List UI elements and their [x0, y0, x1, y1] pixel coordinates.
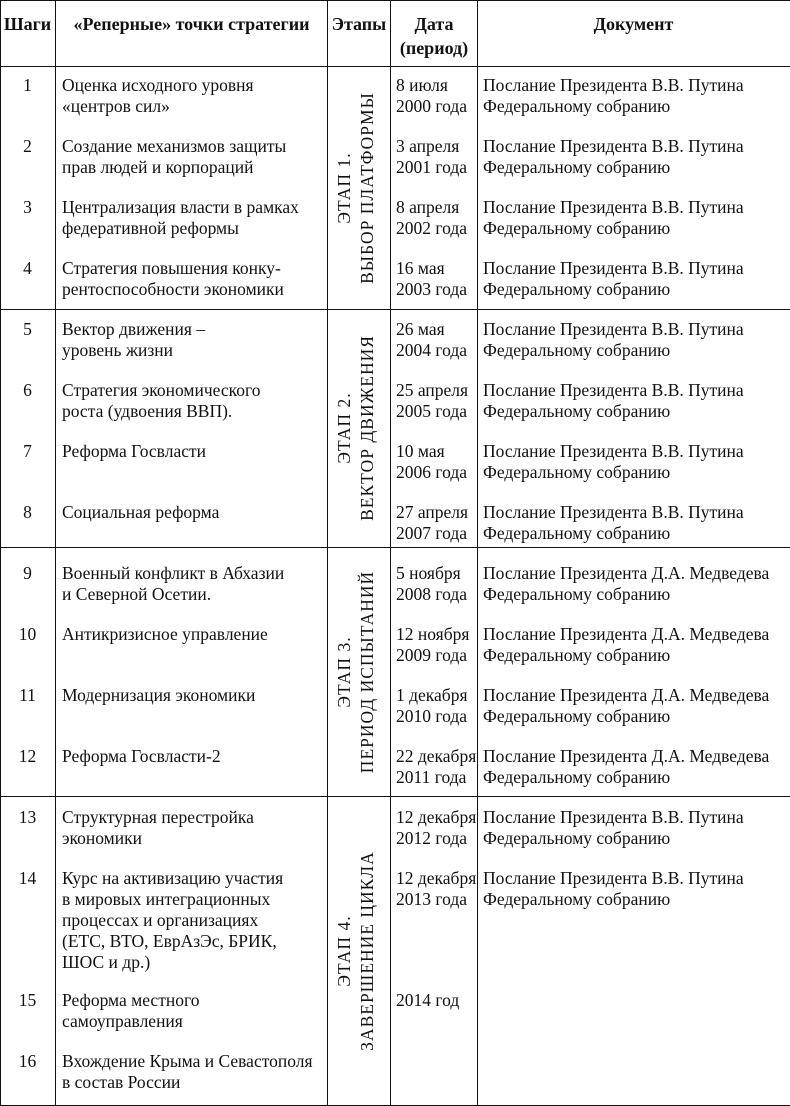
- step-description-line: Курс на активизацию участия: [62, 868, 284, 888]
- step-description: [62, 380, 260, 422]
- step-date-line: 2009 года: [396, 645, 468, 665]
- step-document-line: Послание Президента В.В. Путина: [483, 197, 744, 217]
- step-date-line: 25 апреля: [396, 380, 469, 400]
- step-date-line: 2006 года: [396, 462, 468, 482]
- step-document: [483, 136, 744, 178]
- step-document-line: Послание Президента В.В. Путина: [483, 502, 744, 522]
- step-date-line: 1 декабря: [396, 685, 468, 705]
- step-document-line: Федеральному собранию: [483, 828, 671, 848]
- step-number: 10: [18, 624, 37, 644]
- step-date: [396, 624, 469, 666]
- step-document: [483, 807, 744, 849]
- step-date: [396, 990, 459, 1011]
- step-description-line: в состав России: [62, 1072, 181, 1092]
- stage-border: [0, 547, 790, 548]
- step-document-line: Послание Президента В.В. Путина: [483, 136, 744, 156]
- stage-border: [0, 309, 790, 310]
- step-description: [62, 807, 254, 849]
- step-document: [483, 685, 769, 727]
- step-description-line: (ЕТС, ВТО, ЕврАзЭс, БРИК,: [62, 931, 277, 951]
- step-document: [483, 258, 744, 300]
- step-date-line: 2013 года: [396, 889, 468, 909]
- step-number: 2: [23, 136, 32, 156]
- step-description-line: Централизация власти в рамках: [62, 197, 299, 217]
- step-document-line: Послание Президента В.В. Путина: [483, 807, 744, 827]
- step-document: [483, 502, 744, 544]
- step-description: [62, 868, 283, 973]
- step-document-line: Послание Президента В.В. Путина: [483, 868, 744, 888]
- step-date: [396, 807, 476, 849]
- stage-subtitle: ВЕКТОР ДВИЖЕНИЯ: [357, 335, 377, 521]
- step-document-line: Федеральному собранию: [483, 889, 671, 909]
- step-description-line: Реформа местного: [62, 990, 200, 1010]
- step-description-line: Стратегия повышения конку-: [62, 258, 281, 278]
- header-points: «Реперные» точки стратегии: [73, 14, 310, 34]
- step-date-line: 2005 года: [396, 401, 468, 421]
- step-date: [396, 258, 467, 300]
- step-description: [62, 746, 221, 767]
- step-date-line: 22 декабря: [396, 746, 477, 766]
- step-date: [396, 441, 467, 483]
- step-description-line: процессах и организациях: [62, 910, 259, 930]
- step-description: [62, 685, 255, 706]
- step-document: [483, 868, 744, 910]
- step-date: [396, 685, 468, 727]
- step-date-line: 2014 год: [396, 990, 460, 1010]
- step-description-line: в мировых интеграционных: [62, 889, 271, 909]
- step-description: [62, 258, 284, 300]
- step-number: 5: [23, 319, 32, 339]
- step-date: [396, 319, 467, 361]
- step-description: [62, 75, 254, 117]
- step-description: [62, 136, 286, 178]
- step-number: 9: [23, 563, 32, 583]
- step-date-line: 27 апреля: [396, 502, 469, 522]
- step-number: 1: [23, 75, 32, 95]
- step-date-line: 2007 года: [396, 523, 468, 543]
- step-date-line: 2008 года: [396, 584, 468, 604]
- step-document-line: Федеральному собранию: [483, 96, 671, 116]
- header-document: Документ: [593, 14, 674, 34]
- step-number: 15: [18, 990, 37, 1010]
- step-description-line: рентоспособности экономики: [62, 279, 284, 299]
- step-date-line: 12 декабря: [396, 868, 477, 888]
- stage-title: ЭТАП 3.: [334, 636, 354, 708]
- step-description: [62, 1051, 313, 1093]
- step-document-line: Федеральному собранию: [483, 645, 671, 665]
- column-border: [55, 0, 56, 1106]
- step-document-line: Послание Президента В.В. Путина: [483, 380, 744, 400]
- stage-title: ЭТАП 1.: [334, 152, 354, 224]
- step-number: 16: [18, 1051, 37, 1071]
- step-document-line: Федеральному собранию: [483, 462, 671, 482]
- step-number: 11: [19, 685, 36, 705]
- step-description-line: уровень жизни: [62, 340, 173, 360]
- step-date: [396, 868, 476, 910]
- step-date: [396, 136, 467, 178]
- step-description: [62, 502, 219, 523]
- step-description-line: Вектор движения –: [62, 319, 206, 339]
- step-document-line: Федеральному собранию: [483, 401, 671, 421]
- step-document-line: Послание Президента Д.А. Медведева: [483, 624, 770, 644]
- step-date: [396, 75, 467, 117]
- step-date-line: 26 мая: [396, 319, 445, 339]
- step-description: [62, 563, 284, 605]
- step-description: [62, 197, 299, 239]
- column-border: [477, 0, 478, 1106]
- stage-label: [333, 522, 385, 822]
- step-date-line: 5 ноября: [396, 563, 461, 583]
- stage-label: [333, 801, 385, 1101]
- step-document-line: Послание Президента В.В. Путина: [483, 441, 744, 461]
- step-date-line: 3 апреля: [396, 136, 460, 156]
- step-document-line: Федеральному собранию: [483, 706, 671, 726]
- step-date-line: 2004 года: [396, 340, 468, 360]
- step-description-line: Реформа Госвласти: [62, 441, 206, 461]
- step-date-line: 12 декабря: [396, 807, 477, 827]
- step-document: [483, 319, 744, 361]
- table-top-border: [0, 0, 790, 1]
- step-document-line: Послание Президента Д.А. Медведева: [483, 746, 770, 766]
- step-description: [62, 319, 205, 361]
- step-description-line: Оценка исходного уровня: [62, 75, 254, 95]
- step-description-line: Реформа Госвласти-2: [62, 746, 221, 766]
- step-document: [483, 441, 744, 483]
- column-border: [390, 0, 391, 1106]
- step-document: [483, 746, 769, 788]
- step-date-line: 8 июля: [396, 75, 448, 95]
- step-document-line: Послание Президента Д.А. Медведева: [483, 563, 770, 583]
- step-number: 8: [23, 502, 32, 522]
- step-document-line: Федеральному собранию: [483, 584, 671, 604]
- step-date: [396, 563, 467, 605]
- step-description-line: Создание механизмов защиты: [62, 136, 287, 156]
- step-description-line: «центров сил»: [62, 96, 170, 116]
- step-document: [483, 624, 769, 666]
- step-document-line: Послание Президента В.В. Путина: [483, 258, 744, 278]
- step-document-line: Послание Президента Д.А. Медведева: [483, 685, 770, 705]
- step-date-line: 2000 года: [396, 96, 468, 116]
- step-description-line: и Северной Осетии.: [62, 584, 212, 604]
- step-description-line: экономики: [62, 828, 142, 848]
- header-date-line1: Дата: [414, 14, 454, 34]
- step-document-line: Федеральному собранию: [483, 157, 671, 177]
- stage-subtitle: ВЫБОР ПЛАТФОРМЫ: [357, 92, 377, 284]
- step-date-line: 16 мая: [396, 258, 445, 278]
- step-date: [396, 746, 476, 788]
- step-number: 12: [18, 746, 37, 766]
- step-number: 7: [23, 441, 32, 461]
- step-date-line: 2001 года: [396, 157, 468, 177]
- step-description-line: Структурная перестройка: [62, 807, 254, 827]
- step-date-line: 2011 года: [396, 767, 467, 787]
- stage-title: ЭТАП 2.: [334, 392, 354, 464]
- step-description-line: самоуправления: [62, 1011, 183, 1031]
- header-stages: Этапы: [331, 14, 387, 34]
- step-description: [62, 441, 206, 462]
- stage-border: [0, 796, 790, 797]
- step-number: 4: [23, 258, 32, 278]
- header-steps: Шаги: [3, 14, 52, 34]
- step-description-line: федеративной реформы: [62, 218, 239, 238]
- stage-subtitle: ЗАВЕРШЕНИЕ ЦИКЛА: [357, 851, 377, 1051]
- step-date-line: 2003 года: [396, 279, 468, 299]
- stage-title: ЭТАП 4.: [334, 915, 354, 987]
- step-document-line: Федеральному собранию: [483, 340, 671, 360]
- step-description-line: Вхождение Крыма и Севастополя: [62, 1051, 313, 1071]
- step-description: [62, 990, 199, 1032]
- step-document: [483, 75, 744, 117]
- stage-subtitle: ПЕРИОД ИСПЫТАНИЙ: [357, 570, 377, 774]
- step-description-line: прав людей и корпораций: [62, 157, 254, 177]
- step-date-line: 12 ноября: [396, 624, 470, 644]
- step-date-line: 2010 года: [396, 706, 468, 726]
- step-number: 14: [18, 868, 37, 888]
- step-document-line: Федеральному собранию: [483, 218, 671, 238]
- header-border: [0, 66, 790, 67]
- step-document-line: Федеральному собранию: [483, 767, 671, 787]
- step-date-line: 10 мая: [396, 441, 445, 461]
- header-date-line2: (период): [399, 38, 469, 58]
- step-number: 6: [23, 380, 32, 400]
- step-document-line: Послание Президента В.В. Путина: [483, 75, 744, 95]
- step-date-line: 8 апреля: [396, 197, 460, 217]
- step-number: 3: [23, 197, 32, 217]
- step-description-line: роста (удвоения ВВП).: [62, 401, 233, 421]
- step-date: [396, 380, 468, 422]
- step-number: 13: [18, 807, 37, 827]
- step-document: [483, 197, 744, 239]
- step-description: [62, 624, 268, 645]
- step-date: [396, 502, 468, 544]
- step-document-line: Федеральному собранию: [483, 523, 671, 543]
- step-description-line: Модернизация экономики: [62, 685, 256, 705]
- header-date: [391, 12, 477, 60]
- step-date: [396, 197, 467, 239]
- step-description-line: Антикризисное управление: [62, 624, 268, 644]
- step-document: [483, 380, 744, 422]
- step-description-line: Военный конфликт в Абхазии: [62, 563, 285, 583]
- step-date-line: 2002 года: [396, 218, 468, 238]
- step-date-line: 2012 года: [396, 828, 468, 848]
- step-description-line: Стратегия экономического: [62, 380, 261, 400]
- step-document: [483, 563, 769, 605]
- step-description-line: ШОС и др.): [62, 952, 151, 972]
- step-description-line: Социальная реформа: [62, 502, 220, 522]
- step-document-line: Федеральному собранию: [483, 279, 671, 299]
- step-document-line: Послание Президента В.В. Путина: [483, 319, 744, 339]
- column-border: [327, 0, 328, 1106]
